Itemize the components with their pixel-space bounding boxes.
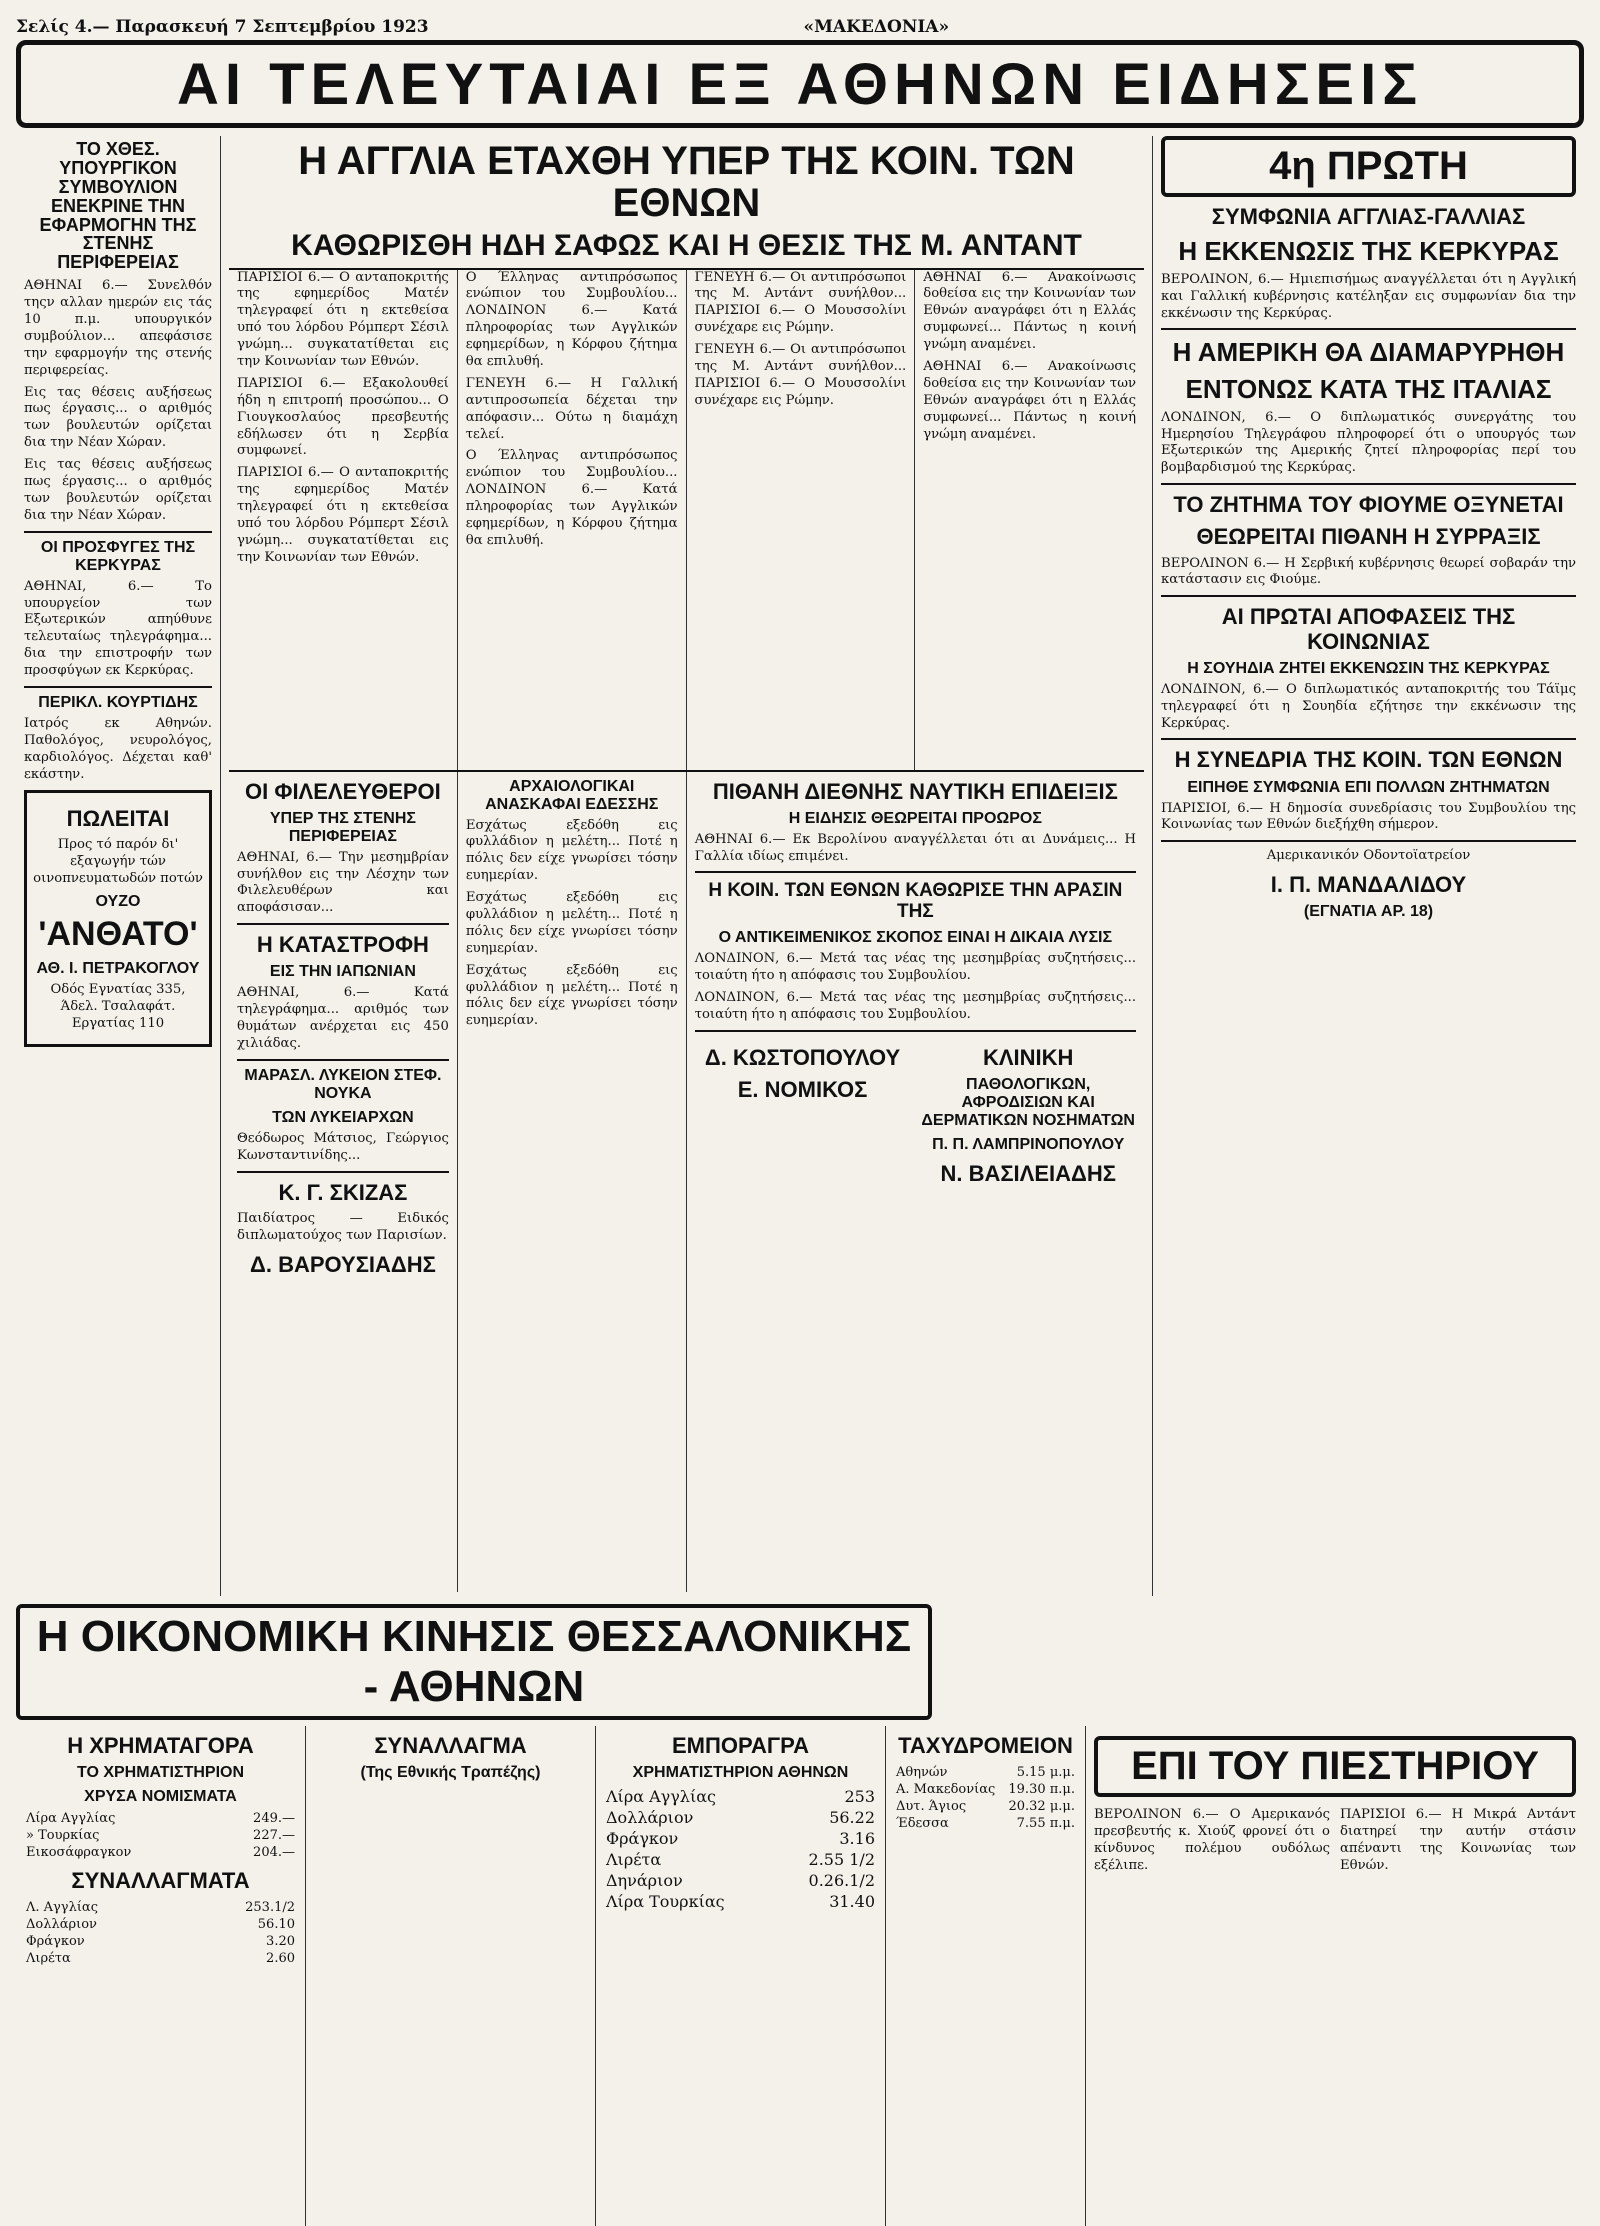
right-column xyxy=(1153,136,1584,1596)
table-cell: Φράγκον xyxy=(606,1829,679,1849)
table-cell: Δολλάριον xyxy=(26,1917,97,1933)
economy-section xyxy=(16,1726,1584,2226)
table-row xyxy=(894,1781,1077,1798)
table-cell: Δυτ. Άγιος xyxy=(896,1799,967,1815)
econ-subheading: (Της Εθνικής Τραπέζης) xyxy=(360,1764,541,1782)
econ-heading: ΣΥΝΑΛΛΑΓΜΑΤΑ xyxy=(71,1868,250,1894)
news-paragraph: ΠΑΡΙΣΙΟΙ 6.— Η Μικρά Αντάντ διατηρεί την αυτήν στάσιν απέναντι της Κοινωνίας των Εθνών. xyxy=(1340,1807,1576,1873)
news-paragraph: ΠΑΡΙΣΙΟΙ, 6.— Η δημοσία συνεδρίασις του Συμβουλίου της Κοινωνίας των Εθνών διεξήχθη σήμερον. xyxy=(1161,800,1576,833)
table-cell: Λίρα Τουρκίας xyxy=(606,1892,725,1912)
table-cell: 2.60 xyxy=(266,1951,295,1967)
table-row xyxy=(604,1849,877,1870)
news-paragraph: ΒΕΡΟΛΙΝΟΝ, 6.— Ημιεπισήμως αναγγέλλεται ότι η Αγγλική και Γαλλική κυβέρνησις κατέληξαν εις συμφωνίαν δια την εκκένωσιν της Κερκύρας. xyxy=(1161,271,1576,321)
news-paragraph: ΑΘΗΝΑΙ, 6.— Κατά τηλεγράφημα... αριθμός των θυμάτων ανέρχεται εις 450 χιλιάδας. xyxy=(237,985,449,1052)
table-cell: Α. Μακεδονίας xyxy=(896,1782,996,1798)
table-cell: Έδεσσα xyxy=(896,1816,949,1832)
table-cell: 3.16 xyxy=(839,1829,875,1849)
dentist-ad-small: Αμερικανικόν Οδοντοϊατρείον xyxy=(1266,848,1471,864)
dentist-ad-name: Ι. Π. ΜΑΝΔΑΛΙΔΟΥ xyxy=(1270,872,1467,898)
news-paragraph: Ο Έλληνας αντιπρόσωπος ενώπιον του Συμβουλίου... ΛΟΝΔΙΝΟΝ 6.— Κατά πληροφορίας των Αγγλικών εφημερίδων, η Κόρφου ζήτημα θα επιλυθή. xyxy=(465,269,678,369)
table-cell: Λιρέτα xyxy=(606,1850,662,1870)
section-subheadline: Η ΕΙΔΗΣΙΣ ΘΕΩΡΕΙΤΑΙ ΠΡΟΩΡΟΣ xyxy=(788,809,1042,827)
table-cell: Λιρέτα xyxy=(26,1951,71,1967)
table-cell: 5.15 μ.μ. xyxy=(1016,1765,1075,1781)
table-row xyxy=(604,1891,877,1912)
left-paragraph: Εις τας θέσεις αυξήσεως πως έργασις... ο αριθμός των βουλευτών ορίζεται δια την Νέαν Χώραν. xyxy=(24,457,212,523)
clinic-ad-title: ΚΛΙΝΙΚΗ xyxy=(982,1044,1074,1070)
news-paragraph: Ο Έλληνας αντιπρόσωπος ενώπιον του Συμβουλίου... ΛΟΝΔΙΝΟΝ 6.— Κατά πληροφορίας των Αγγλικών εφημερίδων, η Κόρφου ζήτημα θα επιλυθή. xyxy=(465,448,678,548)
section-headline: Η ΚΟΙΝ. ΤΩΝ ΕΘΝΩΝ ΚΑΘΩΡΙΣΕ ΤΗΝ ΑΡΑΣΙΝ ΤΗΣ xyxy=(708,880,1123,923)
table-cell: Δολλάριον xyxy=(606,1808,694,1828)
main-news xyxy=(221,136,1153,1596)
section-headline: Η ΚΑΤΑΣΤΡΟΦΗ xyxy=(256,932,429,958)
right-headline: Η ΑΜΕΡΙΚΗ ΘΑ ΔΙΑΜΑΡΥΡΗΘΗ xyxy=(1172,337,1565,368)
econ-heading: ΤΟ ΧΡΗΜΑΤΙΣΤΗΡΙΟΝ xyxy=(76,1764,245,1782)
table-cell: 19.30 π.μ. xyxy=(1008,1782,1075,1798)
right-headline: ΘΕΩΡΕΙΤΑΙ ΠΙΘΑΝΗ Η ΣΥΡΡΑΞΙΣ xyxy=(1196,524,1541,550)
section-subheadline: ΕΙΣ ΤΗΝ ΙΑΠΩΝΙΑΝ xyxy=(269,963,416,981)
newspaper-name: «ΜΑΚΕΔΟΝΙΑ» xyxy=(803,17,950,37)
right-subheadline: ΕΙΠΗΘΕ ΣΥΜΦΩΝΙΑ ΕΠΙ ΠΟΛΛΩΝ ΖΗΤΗΜΑΤΩΝ xyxy=(1187,778,1550,796)
table-row xyxy=(24,1950,297,1967)
news-paragraph: Εσχάτως εξεδόθη εις φυλλάδιον η μελέτη... Ποτέ η πόλις δεν είχε γνωρίσει τόσην ευημερίαν. xyxy=(465,962,678,1029)
news-paragraph: Εσχάτως εξεδόθη εις φυλλάδιον η μελέτη... Ποτέ η πόλις δεν είχε γνωρίσει τόσην ευημερίαν. xyxy=(465,817,678,884)
table-cell: Εικοσάφραγκον xyxy=(26,1845,132,1861)
table-row xyxy=(604,1870,877,1891)
table-cell: Αθηνών xyxy=(896,1765,948,1781)
doctor-ad-nomikos: Ε. ΝΟΜΙΚΟΣ xyxy=(737,1077,868,1102)
table-cell: Λ. Αγγλίας xyxy=(26,1900,98,1916)
fx-table xyxy=(24,1899,297,1967)
table-cell: 249.— xyxy=(253,1811,295,1827)
table-cell: 0.26.1/2 xyxy=(808,1871,875,1891)
mid-column-3 xyxy=(687,772,1144,1592)
table-row xyxy=(604,1786,877,1807)
ad-ouzo: ΟΥΖΟ xyxy=(95,893,141,911)
table-cell: 204.— xyxy=(253,1845,295,1861)
right-subheadline: Η ΣΟΥΗΔΙΑ ΖΗΤΕΙ ΕΚΚΕΝΩΣΙΝ ΤΗΣ ΚΕΡΚΥΡΑΣ xyxy=(1187,659,1550,677)
table-row xyxy=(24,1827,297,1844)
press-banner: ΕΠΙ ΤΟΥ ΠΙΕΣΤΗΡΙΟΥ xyxy=(1094,1736,1576,1797)
news-paragraph: ΓΕΝΕΥΗ 6.— Οι αντιπρόσωποι της Μ. Αντάντ συνήλθον... ΠΑΡΙΣΙΟΙ 6.— Ο Μουσσολίνι συνέχαρε εις Ρώμην. xyxy=(694,269,907,336)
table-row xyxy=(604,1828,877,1849)
ad-brand: 'ΑΝΘΑΤΟ' xyxy=(38,915,198,954)
table-cell: 253.1/2 xyxy=(245,1900,295,1916)
clinic-ad-doctor: Π. Π. ΛΑΜΠΡΙΝΟΠΟΥΛΟΥ xyxy=(932,1136,1125,1153)
doctor-ad-name: ΠΕΡΙΚΛ. ΚΟΥΡΤΙΔΗΣ xyxy=(38,694,198,712)
newspaper-page xyxy=(16,14,1584,2119)
news-paragraph: ΓΕΝΕΥΗ 6.— Οι αντιπρόσωποι της Μ. Αντάντ συνήλθον... ΠΑΡΙΣΙΟΙ 6.— Ο Μουσσολίνι συνέχαρε εις Ρώμην. xyxy=(694,342,907,408)
news-paragraph: ΑΘΗΝΑΙ 6.— Ανακοίνωσις δοθείσα εις την Κοινωνίαν των Εθνών αναγράφει ότι η Ελλάς συμφωνεί... Πάντως η κοινή γνώμη αναμένει. xyxy=(923,269,1136,353)
left-paragraph: ΑΘΗΝΑΙ 6.— Συνελθόν τηςν αλλαν ημερών εις τάς 10 π.μ. υπουργικόν συμβούλιον... απεφάσισε την εφαρμογήν της στενής περιφερείας. xyxy=(24,278,212,378)
table-cell: 3.20 xyxy=(266,1934,295,1950)
doctor-ad-text: Ιατρός εκ Αθηνών. Παθολόγος, νευρολόγος, καρδιολόγος. Δέχεται καθ' εκάστην. xyxy=(24,716,212,782)
news-paragraph: ΛΟΝΔΙΝΟΝ, 6.— Μετά τας νέας της μεσημβρίας συζητήσεις... τοιαύτη ήτο η απόφασις του Συμβουλίου. xyxy=(694,990,1137,1022)
main-subheadline: ΚΑΘΩΡΙΣΘΗ ΗΔΗ ΣΑΦΩΣ ΚΑΙ Η ΘΕΣΙΣ ΤΗΣ Μ. ΑΝΤΑΝΤ xyxy=(291,229,1082,262)
athens-fx-table xyxy=(604,1786,877,1912)
news-paragraph: ΛΟΝΔΙΝΟΝ, 6.— Μετά τας νέας της μεσημβρίας συζητήσεις... τοιαύτη ήτο η απόφασις του Συμβουλίου. xyxy=(694,951,1137,984)
ad-text: Προς τό παρόν δι' εξαγωγήν τών οινοπνευματωδών ποτών xyxy=(33,836,203,886)
ad-address: Οδός Εγνατίας 335, Άδελ. Τσαλαφάτ. Εργατίας 110 xyxy=(50,982,186,1032)
right-headline: ΣΥΜΦΩΝΙΑ ΑΓΓΛΙΑΣ-ΓΑΛΛΙΑΣ xyxy=(1211,204,1526,229)
table-row xyxy=(604,1807,877,1828)
section-headline: ΟΙ ΦΙΛΕΛΕΥΘΕΡΟΙ xyxy=(245,778,441,804)
table-cell: 253 xyxy=(844,1787,875,1807)
table-row xyxy=(894,1815,1077,1832)
news-paragraph: ΠΑΡΙΣΙΟΙ 6.— Ο ανταποκριτής της εφημερίδος Ματέν τηλεγραφεί ότι η εκτεθείσα υπό του λόρδου Ρόμπερτ Σέσιλ γνώμη... συγκατατίθεται εις την Κοινωνίαν των Εθνών. xyxy=(237,465,449,565)
news-paragraph: ΒΕΡΟΛΙΝΟΝ 6.— Η Σερβική κυβέρνησις θεωρεί σοβαράν την κατάστασιν εις Φιούμε. xyxy=(1161,555,1576,588)
left-subheadline: ΟΙ ΠΡΟΣΦΥΓΕΣ ΤΗΣ ΚΕΡΚΥΡΑΣ xyxy=(40,538,196,574)
school-ad-title: ΜΑΡΑΣΛ. ΛΥΚΕΙΟΝ ΣΤΕΦ. ΝΟΥΚΑ xyxy=(244,1067,442,1102)
table-row xyxy=(894,1798,1077,1815)
table-cell: 2.55 1/2 xyxy=(808,1850,875,1870)
table-cell: Δηνάριον xyxy=(606,1871,683,1891)
section-subheadline: Ο ΑΝΤΙΚΕΙΜΕΝΙΚΟΣ ΣΚΟΠΟΣ ΕΙΝΑΙ Η ΔΙΚΑΙΑ ΛΥΣΙΣ xyxy=(718,929,1113,947)
news-paragraph: ΓΕΝΕΥΗ 6.— Η Γαλλική αντιπροσωπεία δέχεται την απόφασιν... Ούτω η διαμάχη τελεί. xyxy=(465,375,678,442)
left-headline: ΤΟ ΧΘΕΣ. ΥΠΟΥΡΓΙΚΟΝ ΣΥΜΒΟΥΛΙΟΝ ΕΝΕΚΡΙΝΕ ΤΗΝ ΕΦΑΡΜΟΓΗΝ ΤΗΣ ΣΤΕΝΗΣ ΠΕΡΙΦΕΡΕΙΑΣ xyxy=(39,139,197,273)
table-row xyxy=(24,1810,297,1827)
news-paragraph: ΑΘΗΝΑΙ 6.— Ανακοίνωσις δοθείσα εις την Κοινωνίαν των Εθνών αναγράφει ότι η Ελλάς συμφωνεί... Πάντως η κοινή γνώμη αναμένει. xyxy=(923,358,1136,442)
table-row xyxy=(24,1844,297,1861)
news-paragraph: ΑΘΗΝΑΙ, 6.— Την μεσημβρίαν συνήλθον εις την Λέσχην των Φιλελευθέρων και αποφάσισαν... xyxy=(237,849,449,916)
left-paragraph: ΑΘΗΝΑΙ, 6.— Το υπουργείον των Εξωτερικών απηύθυνε τελευταίως τηλεγράφημα... δια την επιστροφήν των προσφύγων εκ Κερκύρας. xyxy=(24,578,212,679)
doctor-ad-vasiliadis: Ν. ΒΑΣΙΛΕΙΑΔΗΣ xyxy=(940,1161,1116,1186)
right-headline: ΤΟ ΖΗΤΗΜΑ ΤΟΥ ΦΙΟΥΜΕ ΟΞΥΝΕΤΑΙ xyxy=(1173,492,1564,518)
table-cell: Λίρα Αγγλίας xyxy=(606,1787,716,1807)
dentist-ad-address: (ΕΓΝΑΤΙΑ ΑΡ. 18) xyxy=(1303,903,1434,921)
doctor-ad-varousiadis: Δ. ΒΑΡΟΥΣΙΑΔΗΣ xyxy=(250,1251,436,1277)
news-paragraph: ΒΕΡΟΛΙΝΟΝ 6.— Ο Αμερικανός πρεσβευτής κ. Χιούζ φρονεί ότι ο κίνδυνος πολέμου ουδόλως εξέλιπε. xyxy=(1094,1807,1330,1873)
table-cell: 56.22 xyxy=(829,1808,875,1828)
right-headline: Η ΣΥΝΕΔΡΙΑ ΤΗΣ ΚΟΙΝ. ΤΩΝ ΕΘΝΩΝ xyxy=(1174,747,1563,773)
ouzo-ad xyxy=(24,790,212,1048)
masthead: ΑΙ ΤΕΛΕΥΤΑΙΑΙ ΕΞ ΑΘΗΝΩΝ ΕΙΔΗΣΕΙΣ xyxy=(16,40,1584,128)
table-row xyxy=(24,1899,297,1916)
mid-column-2 xyxy=(458,772,687,1592)
table-row xyxy=(24,1916,297,1933)
right-headline: Η ΕΚΚΕΝΩΣΙΣ ΤΗΣ ΚΕΡΚΥΡΑΣ xyxy=(1178,236,1559,267)
table-cell: Λίρα Αγγλίας xyxy=(26,1811,116,1827)
econ-heading: ΣΥΝΑΛΛΑΓΜΑ xyxy=(374,1733,527,1758)
school-ad-sub: ΤΩΝ ΛΥΚΕΙΑΡΧΩΝ xyxy=(272,1109,414,1126)
section-headline: ΠΙΘΑΝΗ ΔΙΕΘΝΗΣ ΝΑΥΤΙΚΗ ΕΠΙΔΕΙΞΙΣ xyxy=(712,778,1118,804)
table-cell: 227.— xyxy=(253,1828,295,1844)
doctor-ad-kostopoulou: Δ. ΚΩΣΤΟΠΟΥΛΟΥ xyxy=(704,1044,901,1070)
econ-heading: ΕΜΠΟΡΑΓΡΑ xyxy=(671,1733,810,1758)
right-headline: ΑΙ ΠΡΩΤΑΙ ΑΠΟΦΑΣΕΙΣ ΤΗΣ ΚΟΙΝΩΝΙΑΣ xyxy=(1221,604,1516,654)
ad-sold: ΠΩΛΕΙΤΑΙ xyxy=(66,805,170,831)
table-row xyxy=(894,1764,1077,1781)
doctor-ad-text: Παιδίατρος — Ειδικός διπλωματούχος των Παρισίων. xyxy=(237,1210,449,1243)
econ-heading: ΤΑΧΥΔΡΟΜΕΙΟΝ xyxy=(898,1733,1073,1758)
news-paragraph: ΑΘΗΝΑΙ 6.— Εκ Βερολίνου αναγγέλλεται ότι αι Δυνάμεις... Η Γαλλία ιδίως επιμένει. xyxy=(694,831,1137,864)
doctor-ad-skizas: Κ. Γ. ΣΚΙΖΑΣ xyxy=(278,1179,408,1205)
table-cell: 56.10 xyxy=(257,1917,295,1933)
right-headline: ΕΝΤΟΝΩΣ ΚΑΤΑ ΤΗΣ ΙΤΑΛΙΑΣ xyxy=(1185,374,1552,405)
left-paragraph: Εις τας θέσεις αυξήσεως πως έργασις... ο αριθμός των βουλευτών ορίζεται δια την Νέαν Χώραν. xyxy=(24,384,212,451)
news-paragraph: ΛΟΝΔΙΝΟΝ, 6.— Ο διπλωματικός συνεργάτης του Ημερησίου Τηλεγράφου πληροφορεί ότι ο υπουργός των Εξωτερικών της Αμερικής ζητεί πληροφορίας περί του βομβαρδισμού της Κερκύρας. xyxy=(1161,409,1576,476)
econ-heading: Η ΧΡΗΜΑΤΑΓΟΡΑ xyxy=(67,1733,254,1758)
table-cell: » Τουρκίας xyxy=(26,1828,100,1844)
ad-owner: ΑΘ. Ι. ΠΕΤΡΑΚΟΓΛΟΥ xyxy=(36,960,200,978)
econ-heading: ΧΡΥΣΑ ΝΟΜΙΣΜΑΤΑ xyxy=(84,1788,237,1806)
date-line: Σελίς 4.— Παρασκευή 7 Σεπτεμβρίου 1923 xyxy=(16,17,429,37)
table-cell: 20.32 μ.μ. xyxy=(1008,1799,1075,1815)
section-subheadline: ΥΠΕΡ ΤΗΣ ΣΤΕΝΗΣ ΠΕΡΙΦΕΡΕΙΑΣ xyxy=(269,809,416,845)
news-paragraph: ΠΑΡΙΣΙΟΙ 6.— Ο ανταποκριτής της εφημερίδος Ματέν τηλεγραφεί ότι η εκτεθείσα υπό του λόρδου Ρόμπερτ Σέσιλ γνώμη... συγκατατίθεται εις την Κοινωνίαν των Εθνών. xyxy=(237,269,449,369)
econ-heading: ΧΡΗΜΑΤΙΣΤΗΡΙΟΝ ΑΘΗΝΩΝ xyxy=(632,1764,849,1782)
table-cell: Φράγκον xyxy=(26,1934,85,1950)
table-cell: 7.55 π.μ. xyxy=(1016,1816,1075,1832)
table-row xyxy=(24,1933,297,1950)
economy-banner: Η ΟΙΚΟΝΟΜΙΚΗ ΚΙΝΗΣΙΣ ΘΕΣΣΑΛΟΝΙΚΗΣ - ΑΘΗΝΩΝ xyxy=(16,1604,932,1720)
gold-table xyxy=(24,1810,297,1861)
clinic-ad-text: ΠΑΘΟΛΟΓΙΚΩΝ, ΑΦΡΟΔΙΣΙΩΝ ΚΑΙ ΔΕΡΜΑΤΙΚΩΝ ΝΟΣΗΜΑΤΩΝ xyxy=(921,1076,1135,1129)
prompt-banner: 4η ΠΡΩΤΗ xyxy=(1161,136,1576,197)
news-paragraph: Εσχάτως εξεδόθη εις φυλλάδιον η μελέτη... Ποτέ η πόλις δεν είχε γνωρίσει τόσην ευημερίαν. xyxy=(465,890,678,956)
left-column xyxy=(16,136,221,1596)
section-headline: ΑΡΧΑΙΟΛΟΓΙΚΑΙ ΑΝΑΣΚΑΦΑΙ ΕΔΕΣΣΗΣ xyxy=(485,777,659,813)
page-header xyxy=(16,14,1584,40)
mail-table xyxy=(894,1764,1077,1832)
table-cell: 31.40 xyxy=(829,1892,875,1912)
news-paragraph: ΠΑΡΙΣΙΟΙ 6.— Εξακολουθεί ήδη η επιτροπή προσώπου... Ο Γιουγκοσλαύος πρεσβευτής εδήλωσεν ότι η Σερβία συμφωνεί. xyxy=(237,375,449,459)
main-headline: Η ΑΓΓΛΙΑ ΕΤΑΧΘΗ ΥΠΕΡ ΤΗΣ ΚΟΙΝ. ΤΩΝ ΕΘΝΩΝ xyxy=(298,139,1075,225)
mid-column-1 xyxy=(229,772,458,1592)
news-paragraph: ΛΟΝΔΙΝΟΝ, 6.— Ο διπλωματικός ανταποκριτής του Τάϊμς τηλεγραφεί ότι η Σουηδία εζήτησε την εκκένωσιν της Κερκύρας. xyxy=(1161,681,1576,731)
school-ad-text: Θεόδωρος Μάτσιος, Γεώργιος Κωνσταντινίδης... xyxy=(237,1131,449,1163)
